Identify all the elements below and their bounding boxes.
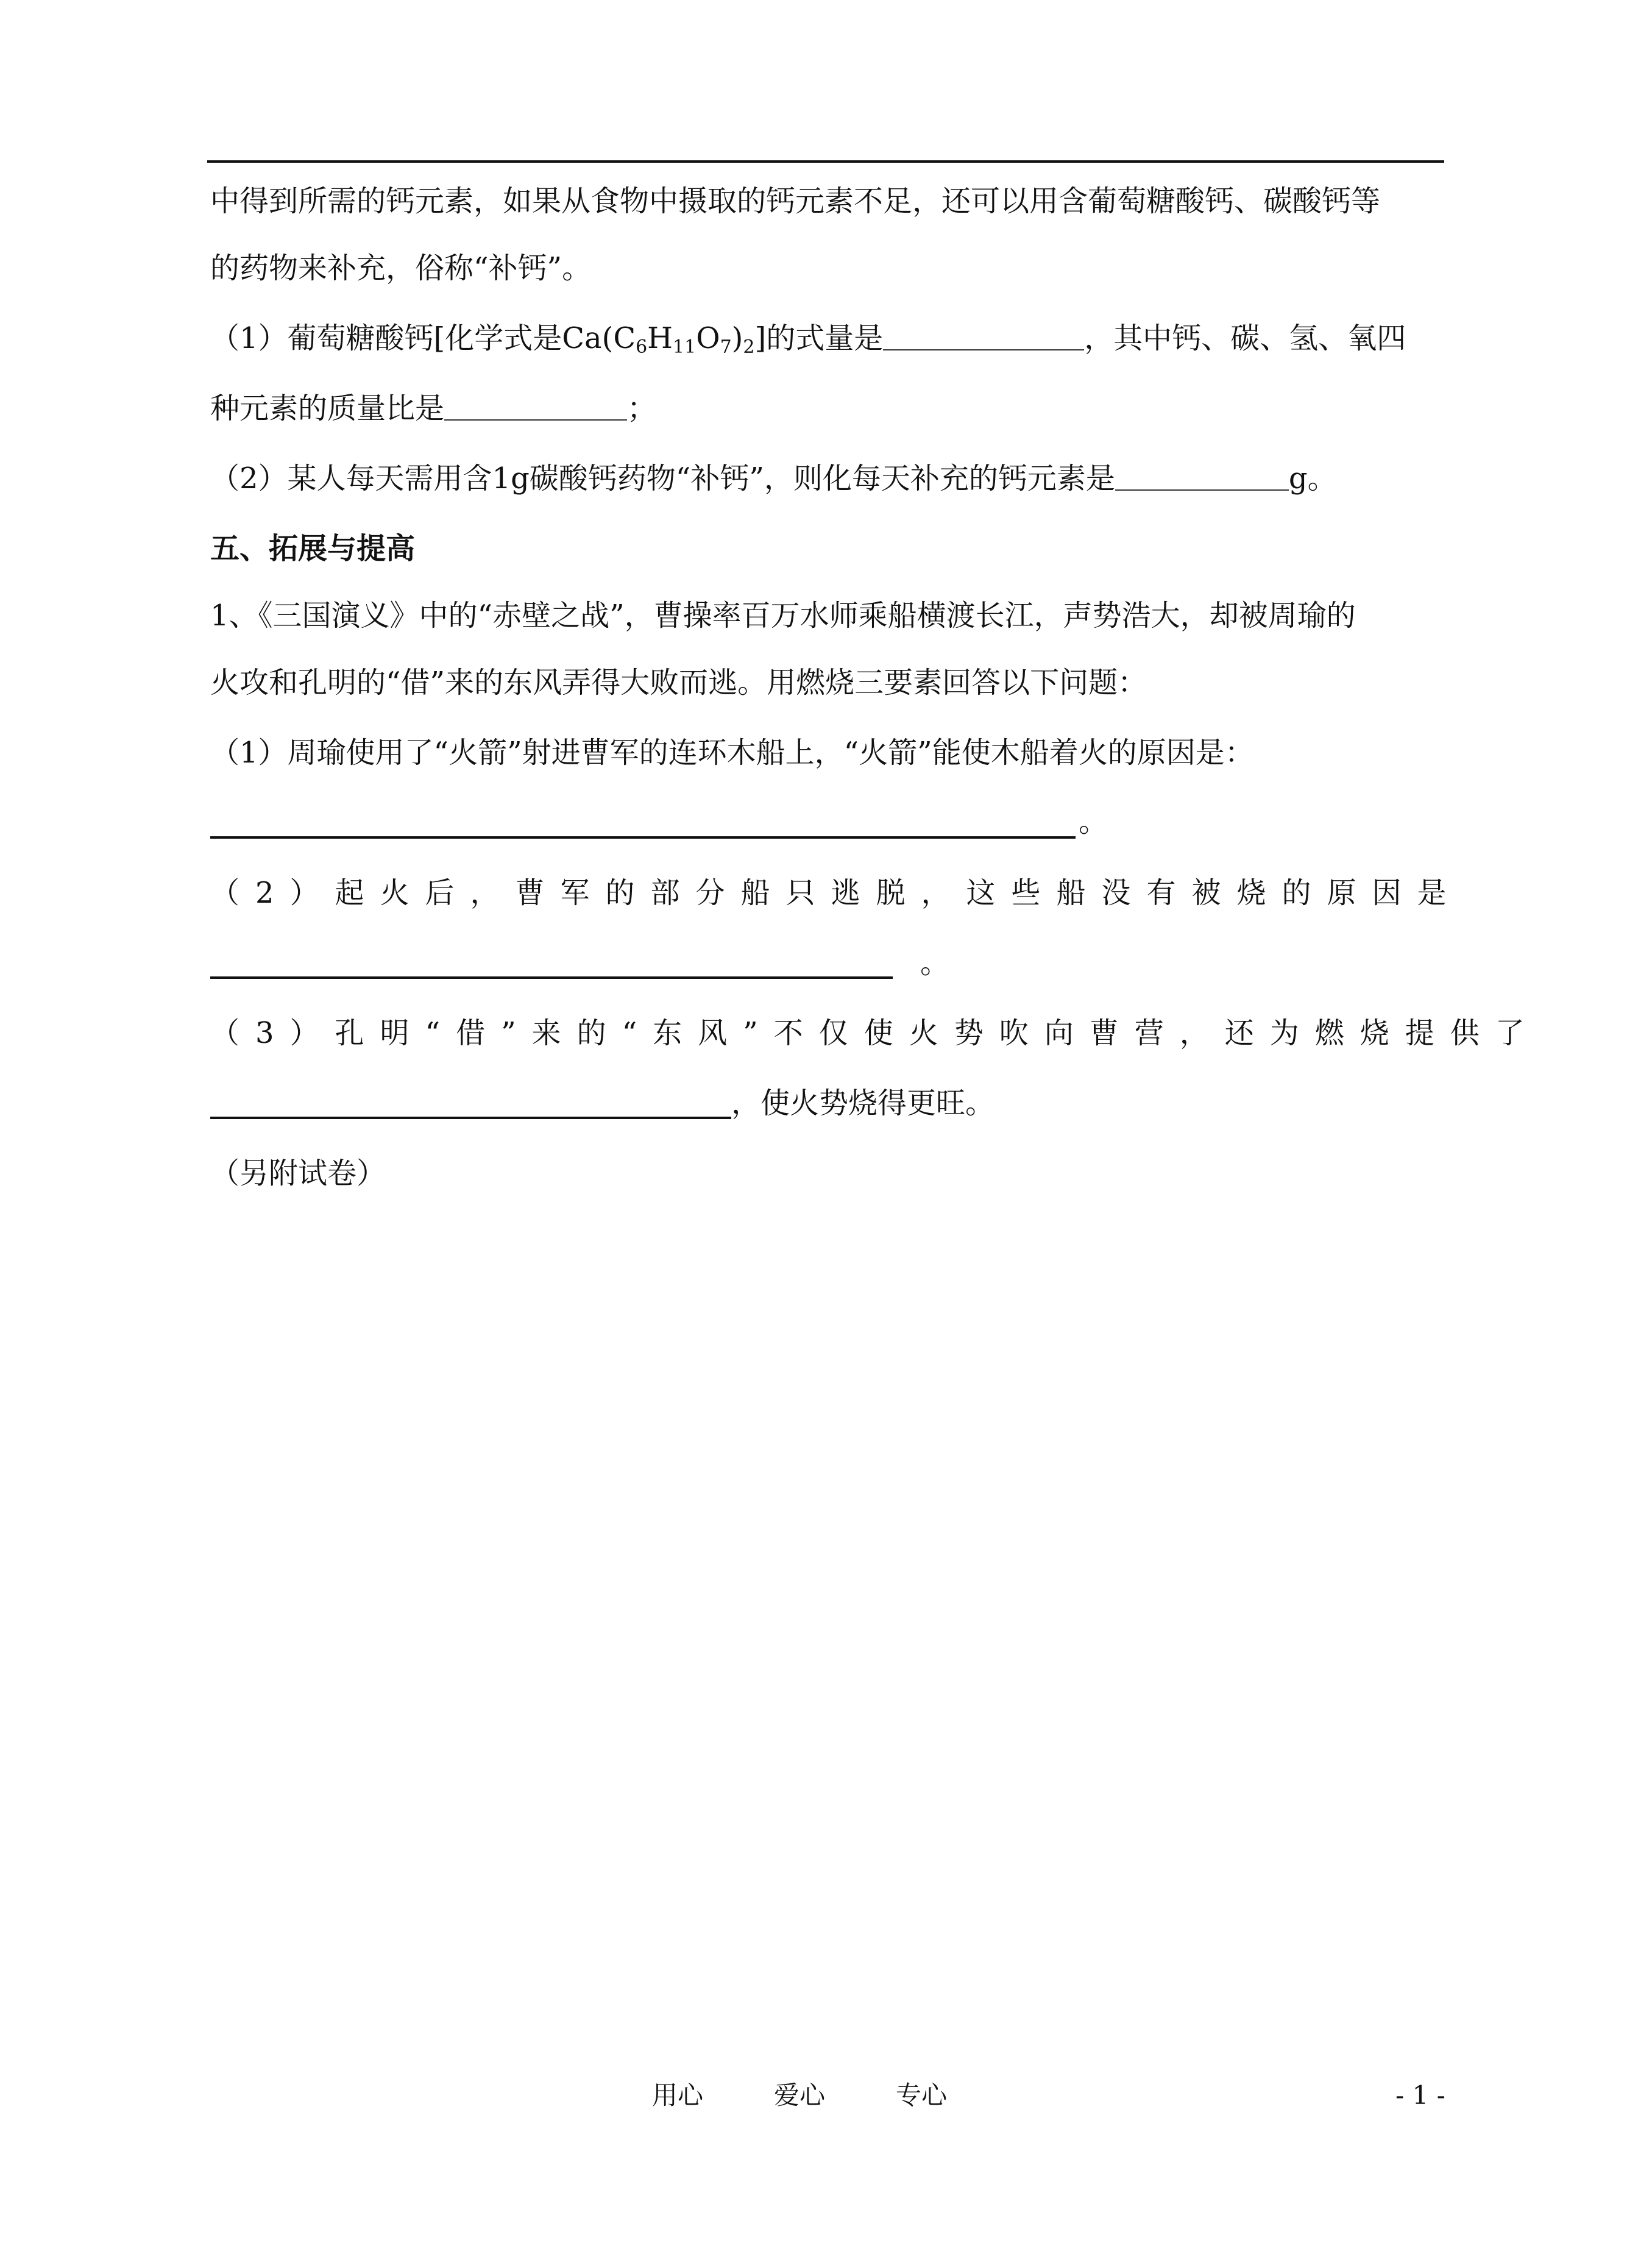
- attached-note: （另附试卷）: [210, 1156, 386, 1190]
- answer-blank-formula-weight[interactable]: [883, 325, 1084, 350]
- page-number: - 1 -: [1395, 2080, 1445, 2110]
- question-2-line: （2）某人每天需用含1g碳酸钙药物“补钙”，则化每天补充的钙元素是 g。: [210, 461, 1337, 496]
- section-title: 五、拓展与提高: [210, 531, 416, 566]
- sub-question-3: （3）孔明“借”来的“东风”不仅使火势吹向曹营，还为燃烧提供了: [210, 1016, 1540, 1050]
- question-1-prefix: （1）葡萄糖酸钙[化学式是Ca(C: [210, 321, 636, 355]
- text-line-3: 1、《三国演义》中的“赤壁之战”，曹操率百万水师乘船横渡长江，声势浩大，却被周瑜的: [210, 599, 1356, 633]
- sub-question-1: （1）周瑜使用了“火箭”射进曹军的连环木船上，“火箭”能使木船着火的原因是：: [210, 736, 1254, 770]
- text-line-1: 中得到所需的钙元素，如果从食物中摄取的钙元素不足，还可以用含葡萄糖酸钙、碳酸钙等: [210, 184, 1381, 218]
- footer-motto-2: 爱心: [774, 2080, 826, 2110]
- text-line-4: 火攻和孔明的“借”来的东风弄得大败而逃。用燃烧三要素回答以下问题：: [210, 666, 1147, 700]
- answer-blank-calcium-mass[interactable]: [1115, 465, 1289, 491]
- period-2: 。: [920, 946, 950, 980]
- period-1: 。: [1079, 805, 1108, 839]
- answer-line-1[interactable]: [210, 836, 1076, 839]
- question-1-line-2: 种元素的质量比是 ；: [210, 391, 657, 425]
- footer-motto-1: 用心: [652, 2080, 704, 2110]
- answer-blank-mass-ratio[interactable]: [444, 395, 627, 421]
- answer-line-2[interactable]: [210, 976, 893, 979]
- question-1-line: （1）葡萄糖酸钙[化学式是$Ca(C_6H_{11}O_7)_2$]的式量是 ，其中钙、碳、氢、氧四: [210, 321, 1406, 358]
- text-line-2: 的药物来补充，俗称“补钙”。: [210, 251, 592, 285]
- answer-line-3[interactable]: [210, 1117, 731, 1119]
- header-rule: [207, 160, 1444, 163]
- text-line-5: ，使火势烧得更旺。: [731, 1086, 995, 1120]
- footer-motto-3: 专心: [896, 2080, 948, 2110]
- sub-question-2: （2）起火后，曹军的部分船只逃脱，这些船没有被烧的原因是: [210, 876, 1462, 910]
